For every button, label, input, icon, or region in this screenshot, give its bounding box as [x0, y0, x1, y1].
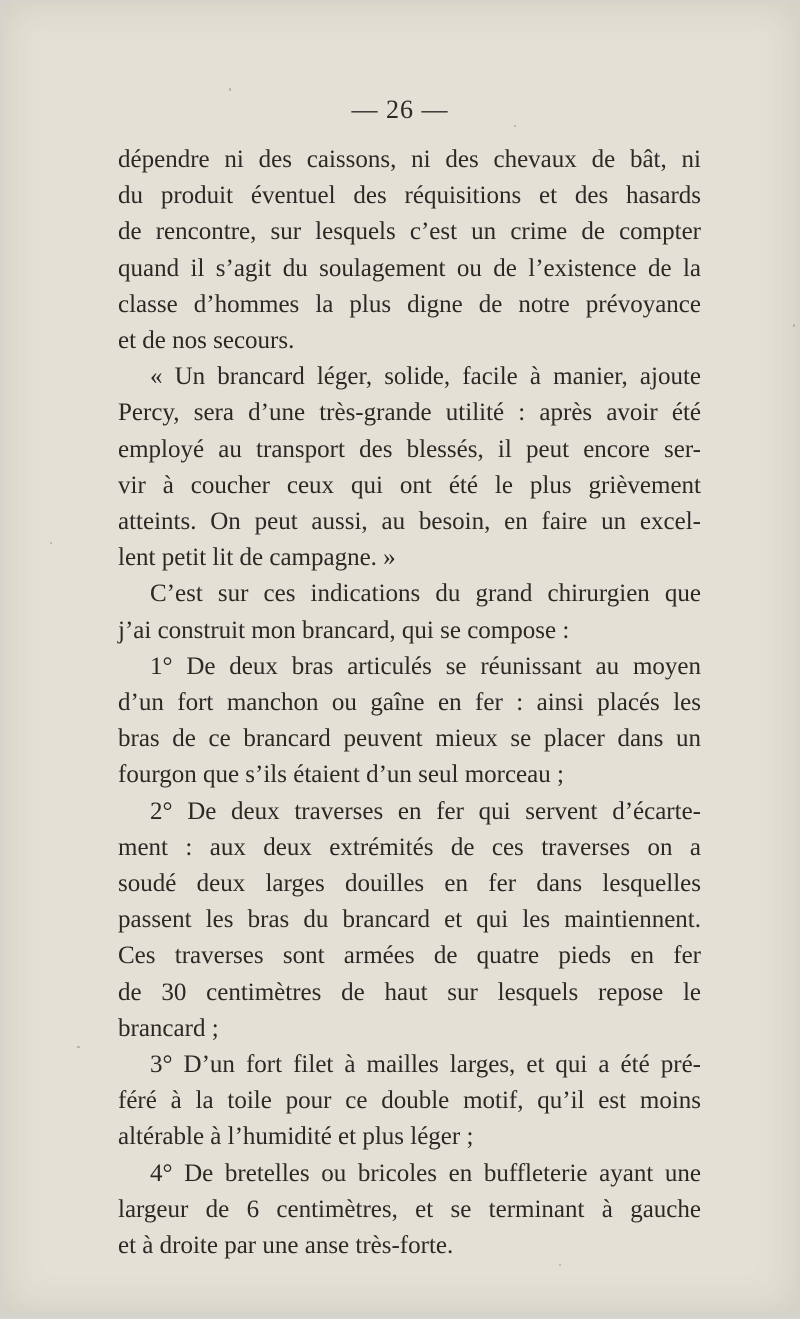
text-line: quand il s’agit du soulagement ou de l’existence de la — [118, 254, 701, 282]
text-line: d’un fort manchon ou gaîne en fer : ainsi placés les — [118, 689, 701, 717]
text-line: 3° D’un fort filet à mailles larges, et qui a été pré- — [150, 1051, 701, 1079]
text-line: soudé deux larges douilles en fer dans lesquelles — [118, 870, 701, 898]
page-number: — 26 — — [351, 95, 449, 124]
text-line: dépendre ni des caissons, ni des chevaux de bât, ni — [118, 146, 701, 173]
paper-speck — [229, 88, 231, 91]
paragraph — [118, 794, 701, 1047]
paper-speck — [77, 1046, 80, 1048]
text-line: vir à coucher ceux qui ont été le plus grièvement — [118, 471, 701, 499]
text-line: atteints. On peut aussi, au besoin, en faire un excel- — [118, 508, 701, 536]
paper-speck — [50, 542, 52, 544]
text-line: Ces traverses sont armées de quatre pieds en fer — [118, 942, 701, 970]
text-line: féré à la toile pour ce double motif, qu’il est moins — [118, 1087, 701, 1115]
text-line: fourgon que s’ils étaient d’un seul morceau ; — [118, 761, 564, 789]
text-line: C’est sur ces indications du grand chirurgien que — [150, 580, 701, 608]
text-line: ment : aux deux extrémités de ces traverses on a — [118, 833, 701, 861]
text-line: brancard ; — [118, 1014, 219, 1042]
text-line: 1° De deux bras articulés se réunissant au moyen — [150, 652, 701, 680]
text-line: bras de ce brancard peuvent mieux se placer dans un — [118, 725, 701, 753]
paragraph — [118, 576, 701, 648]
text-line: de rencontre, sur lesquels c’est un crime de compter — [118, 218, 701, 246]
text-line: Percy, sera d’une très-grande utilité : après avoir été — [118, 399, 701, 427]
text-line: 2° De deux traverses en fer qui servent d’écarte- — [150, 797, 701, 825]
paper-speck — [514, 125, 516, 127]
text-line: lent petit lit de campagne. » — [118, 544, 396, 572]
text-line: j’ai construit mon brancard, qui se compose : — [118, 616, 570, 644]
paper-speck — [793, 324, 795, 327]
text-line: classe d’hommes la plus digne de notre prévoyance — [118, 290, 701, 318]
text-line: de 30 centimètres de haut sur lesquels repose le — [118, 978, 701, 1006]
paper-speck — [559, 1264, 561, 1266]
text-line: et à droite par une anse très-forte. — [118, 1232, 454, 1260]
body-text — [118, 142, 701, 1264]
text-line: altérable à l’humidité et plus léger ; — [118, 1123, 474, 1151]
text-line: largeur de 6 centimètres, et se terminant à gauche — [118, 1195, 701, 1223]
text-line: employé au transport des blessés, il peut encore ser- — [118, 435, 701, 463]
paragraph — [118, 649, 701, 794]
paragraph — [118, 1047, 701, 1156]
text-line: « Un brancard léger, solide, facile à manier, ajoute — [150, 363, 701, 391]
text-line: 4° De bretelles ou bricoles en buffleterie ayant une — [150, 1159, 701, 1187]
paragraph — [118, 359, 701, 576]
text-line: passent les bras du brancard et qui les maintiennent. — [118, 906, 701, 934]
book-page — [3, 2, 797, 1312]
text-line: et de nos secours. — [118, 327, 295, 355]
paragraph — [118, 1156, 701, 1265]
paragraph — [118, 142, 701, 359]
text-line: du produit éventuel des réquisitions et des hasards — [118, 182, 701, 210]
